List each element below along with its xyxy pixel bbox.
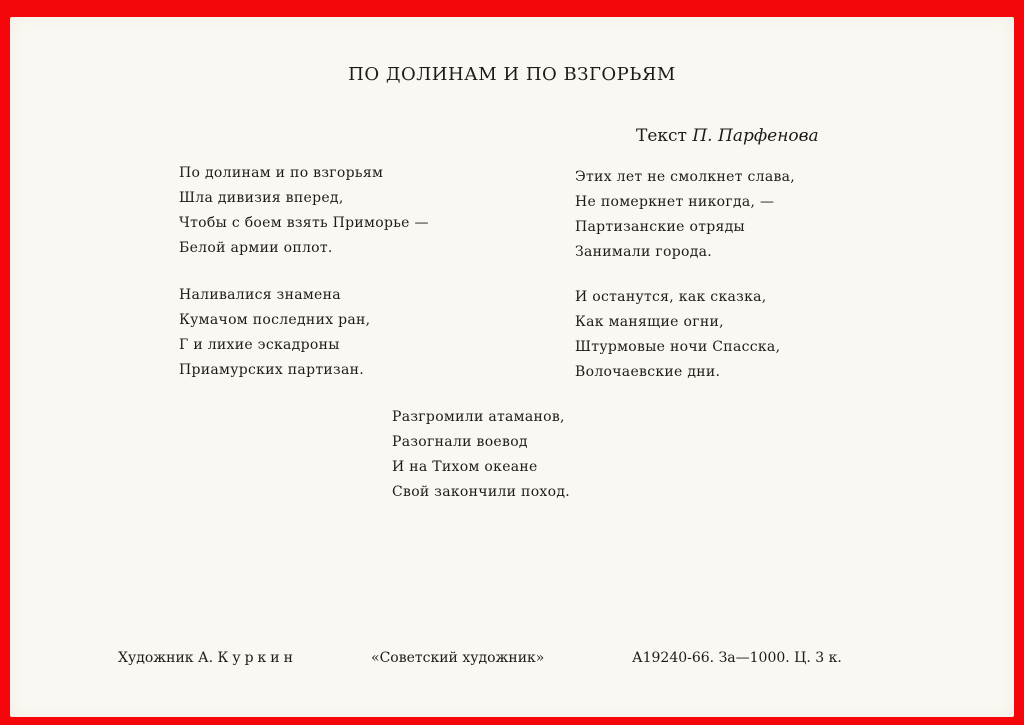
author-name: П. Парфенова <box>692 126 819 146</box>
stanza-line: И на Тихом океане <box>392 459 538 475</box>
stanza-3 <box>575 165 795 265</box>
stanza-line: Г и лихие эскадроны <box>179 337 340 353</box>
print-info: А19240-66. За—1000. Ц. 3 к. <box>632 650 842 666</box>
stanza-line: Разогнали воевод <box>392 434 528 450</box>
stanza-line: Волочаевские дни. <box>575 364 721 380</box>
artist-name: Куркин <box>217 650 297 666</box>
stanza-4 <box>575 285 780 385</box>
stanza-line: Кумачом последних ран, <box>179 312 371 328</box>
artist-credit <box>118 650 297 666</box>
stanza-line: Партизанские отряды <box>575 219 745 235</box>
stanza-line: Этих лет не смолкнет слава, <box>575 169 796 185</box>
stanza-line: Как манящие огни, <box>575 314 724 330</box>
stanza-line: Свой закончили поход. <box>392 484 571 500</box>
author-prefix: Текст <box>636 126 687 146</box>
stanza-line: Не померкнет никогда, — <box>575 194 775 210</box>
stanza-line: Наливалися знамена <box>179 287 341 303</box>
artist-prefix: Художник А. <box>118 650 214 666</box>
author-credit <box>636 126 819 146</box>
stanza-1 <box>179 161 429 261</box>
stanza-line: Штурмовые ночи Спасска, <box>575 339 781 355</box>
publisher: «Советский художник» <box>371 650 545 666</box>
stanza-line: Занимали города. <box>575 244 713 260</box>
stanza-line: По долинам и по взгорьям <box>179 165 384 181</box>
postcard <box>10 17 1014 717</box>
stanza-2 <box>179 283 370 383</box>
stanza-5 <box>392 405 570 505</box>
stanza-line: Шла дивизия вперед, <box>179 190 344 206</box>
stanza-line: И останутся, как сказка, <box>575 289 767 305</box>
stanza-line: Белой армии оплот. <box>179 240 333 256</box>
poem-title: ПО ДОЛИНАМ И ПО ВЗГОРЬЯМ <box>348 64 676 85</box>
stanza-line: Разгромили атаманов, <box>392 409 565 425</box>
stanza-line: Приамурских партизан. <box>179 362 364 378</box>
stanza-line: Чтобы с боем взять Приморье — <box>179 215 429 231</box>
